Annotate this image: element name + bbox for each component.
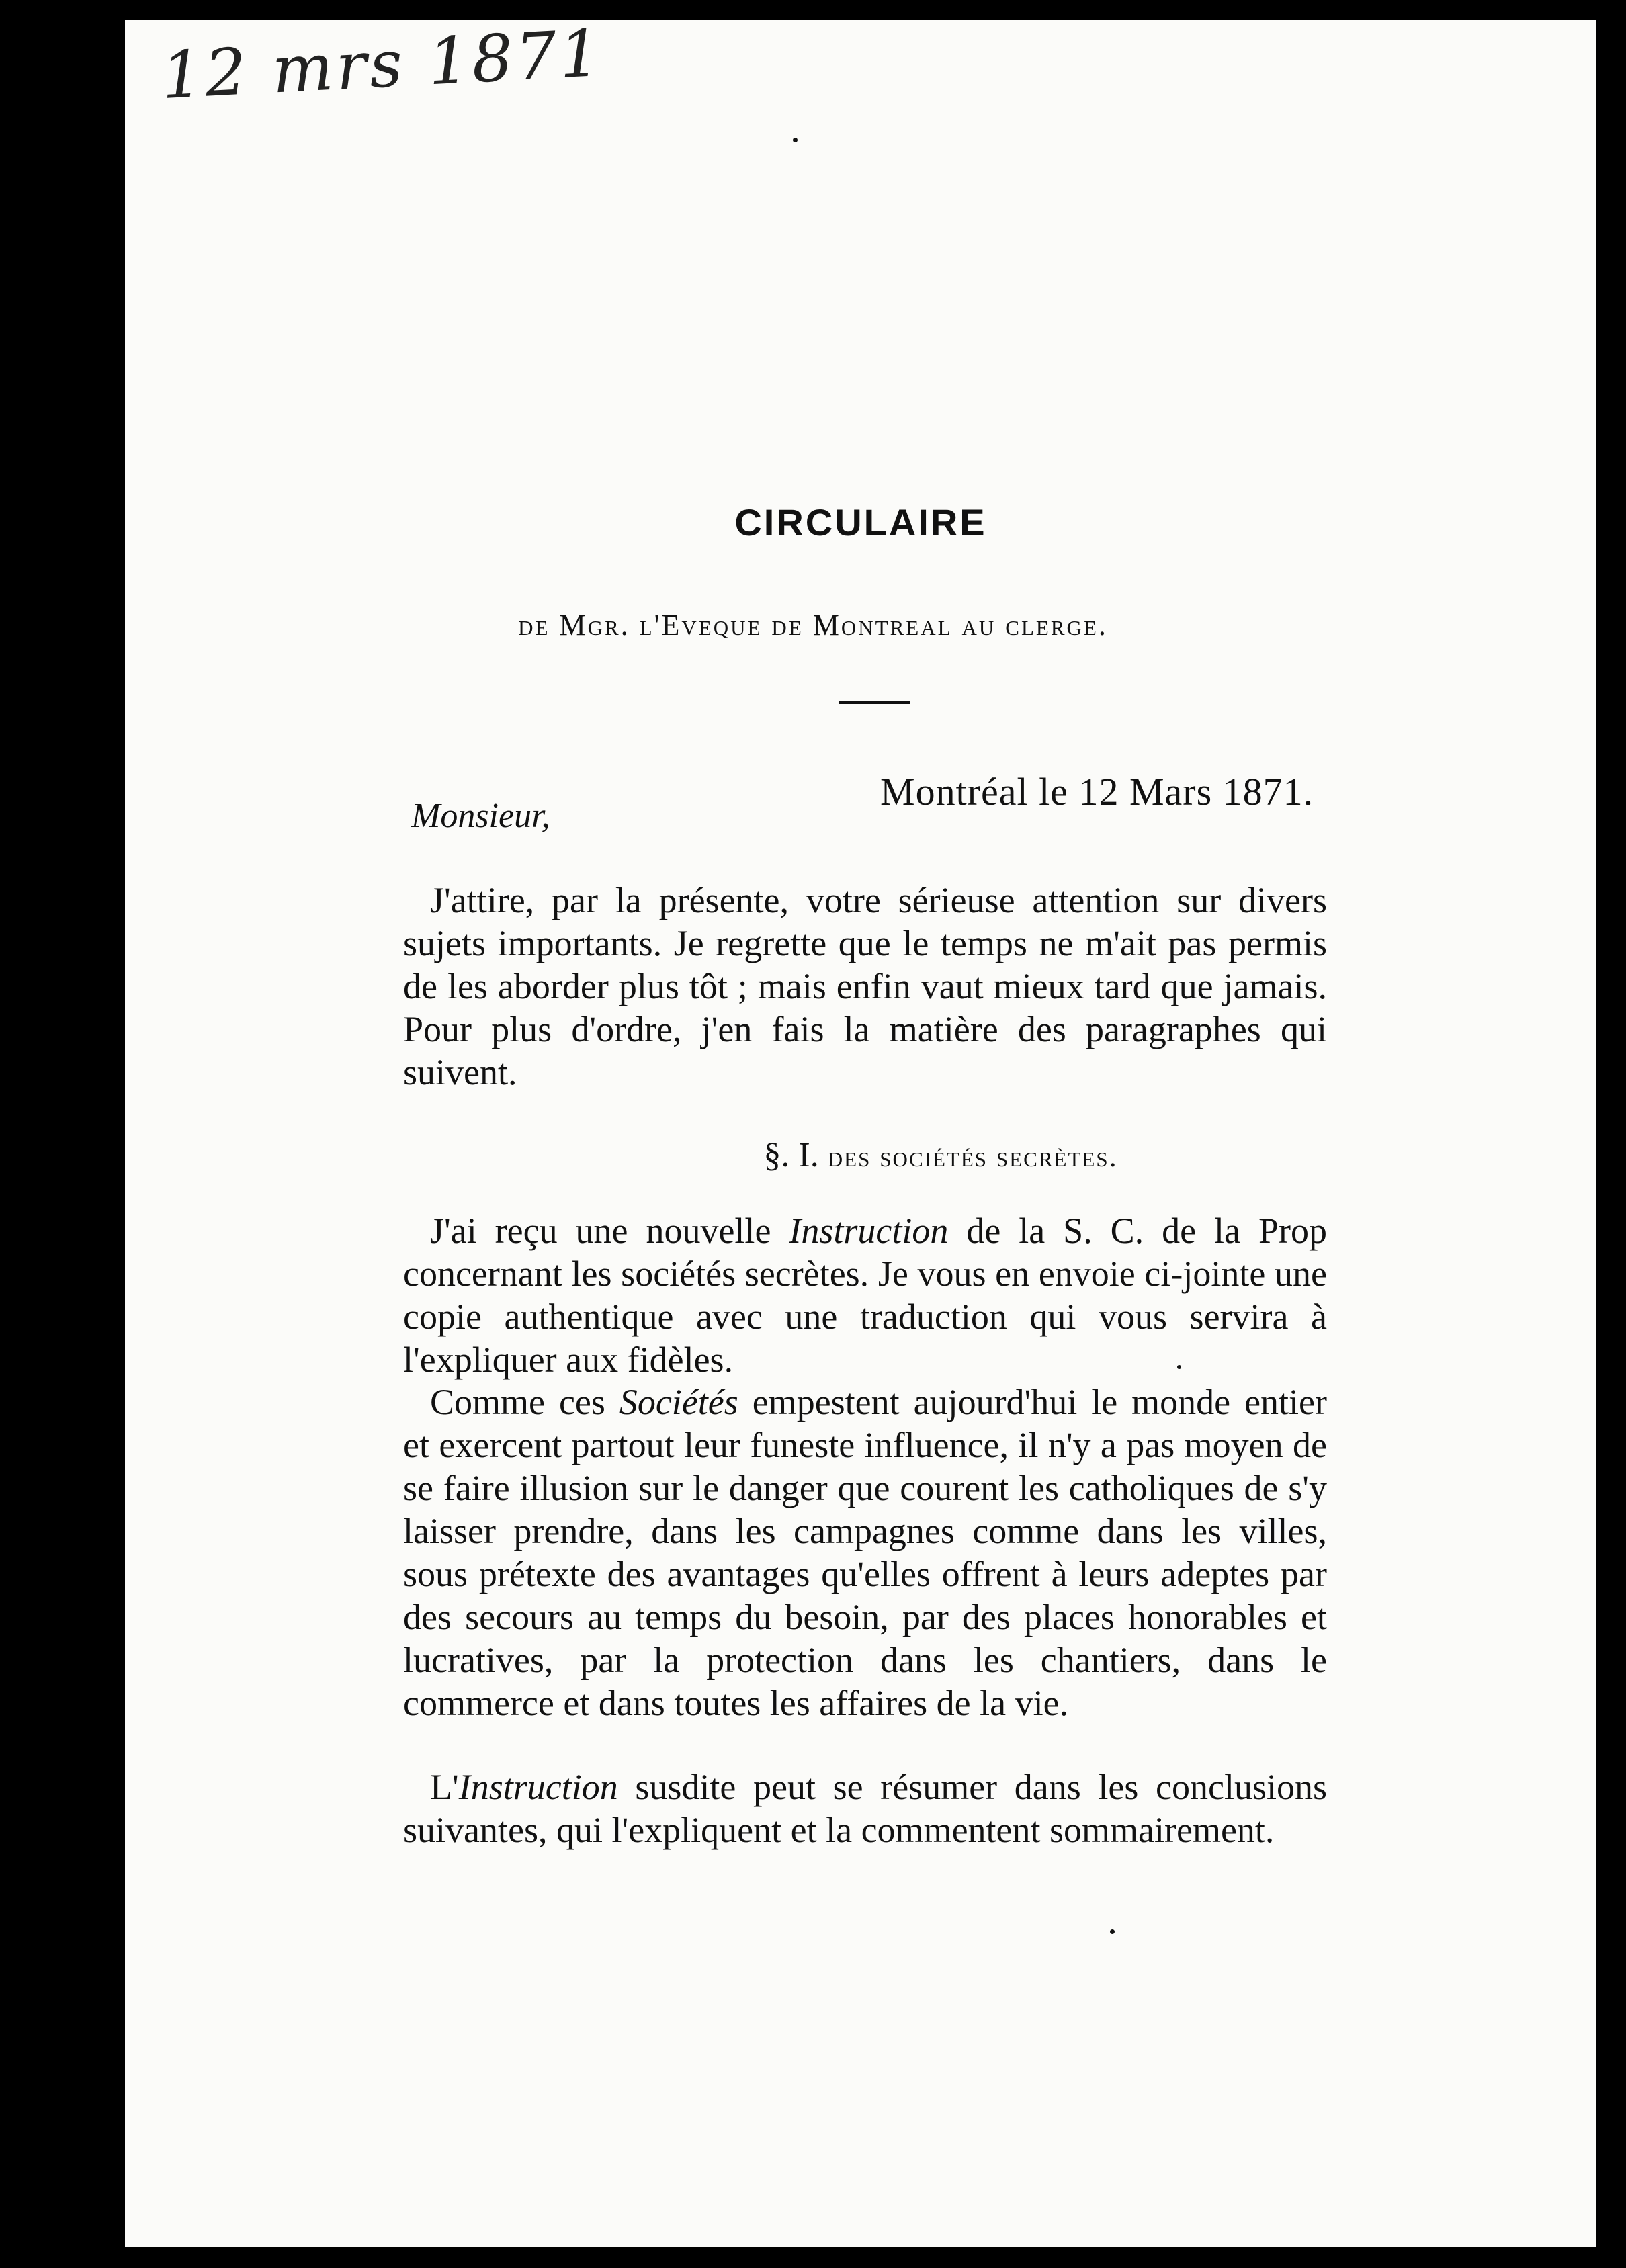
ink-speck [1110,1929,1115,1934]
paragraph-summary [403,1765,1327,1851]
paragraph-text: Comme ces [430,1382,619,1422]
salutation: Monsieur, [411,797,550,835]
paragraph-text: J'ai reçu une nouvelle [430,1211,789,1251]
paragraph-text: L' [430,1767,459,1807]
paragraph-text: empestent aujourd'hui le monde entier et exercent partout leur funeste influence, il n'y a pas moyen de se faire illusion sur le danger que courent les catholiques de s'y laisser prendre, dans les campagnes comme dans les villes, sous prétexte des avantages qu'elles offrent à leurs adeptes par des secours au temps du besoin, par des places honorables et lucratives, par la protection dans les chantiers, dans le commerce et dans toutes les affaires de la vie. [403,1382,1327,1723]
ink-speck [793,138,798,142]
paragraph-instruction [403,1209,1327,1381]
paragraph-intro: J'attire, par la présente, votre sérieuse attention sur divers sujets importants. Je regrette que le temps ne m'ait pas permis de les aborder plus tôt ; mais enfin vaut mieux tard que jamais. Pour plus d'ordre, j'en fais la matière des paragraphes qui suivent. [403,880,1327,1092]
paragraph-societies [403,1381,1327,1725]
handwritten-date: 12 mrs 1871 [159,15,605,114]
paragraph-text: de la S. C. de la Prop concernant les sociétés secrètes. Je vous en envoie ci-jointe une copie authentique avec une traduction qui vous servira à l'expliquer aux fidèles. [403,1211,1327,1380]
document-subtitle: de Mgr. l'Eveque de Montreal au clerge. [518,609,1108,642]
document-page [125,20,1596,2247]
section-title: des sociétés secrètes. [827,1140,1118,1173]
document-title: CIRCULAIRE [734,501,987,543]
section-heading [0,1135,1626,1175]
paragraph-emphasis: Sociétés [619,1382,738,1422]
paragraph-text: susdite peut se résumer dans les conclusions suivantes, qui l'expliquent et la commentent sommairement. [403,1767,1327,1850]
paragraph-emphasis: Instruction [458,1767,618,1807]
date-line: Montréal le 12 Mars 1871. [880,770,1314,814]
section-number: §. I. [763,1136,819,1174]
paragraph-emphasis: Instruction [789,1211,949,1251]
title-rule [839,701,910,704]
